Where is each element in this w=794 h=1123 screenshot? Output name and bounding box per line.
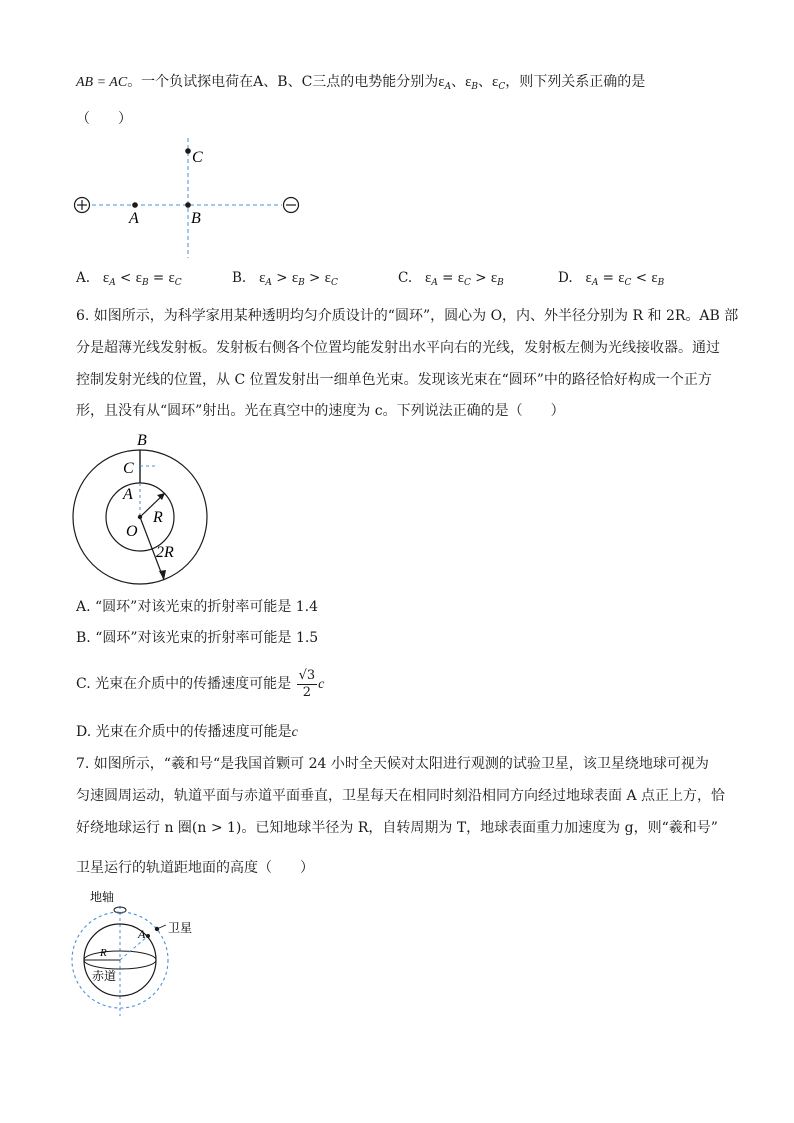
point-c-dot <box>185 148 191 154</box>
label-b: B <box>137 432 147 449</box>
q5-stem <box>76 72 645 97</box>
eps-c: ε <box>492 74 499 90</box>
label-o: O <box>126 523 138 540</box>
q5-field-diagram <box>70 138 310 268</box>
q7-earth-diagram <box>70 888 210 1018</box>
eps-a: ε <box>438 74 445 90</box>
label-b: B <box>191 210 201 227</box>
point-a-dot <box>132 202 138 208</box>
q7-stem-line3: 好绕地球运行 n 圈(n > 1)。已知地球半径为 R，自转周期为 T，地球表面重力加速度为 g，则“羲和号” <box>76 820 718 836</box>
q6-ring-diagram <box>70 430 230 590</box>
eps-a-sub: A <box>444 82 452 92</box>
q5-answer-blank: （ ） <box>76 111 132 127</box>
satellite-label: 卫星 <box>168 921 193 935</box>
q6-stem-line2: 分是超薄光线发射板。发射板右侧各个位置均能发射出水平向右的光线，发射板左侧为光线接收器。通过 <box>76 340 720 356</box>
label-c: C <box>192 149 203 166</box>
q6-option-a[interactable]: A. “圆环”对该光束的折射率可能是 1.4 <box>76 599 319 615</box>
sep2: 、 <box>478 74 493 90</box>
q7-stem-line1: 7. 如图所示，“羲和号“是我国首颗可 24 小时全天候对太阳进行观测的试验卫星，该卫星绕地球可视为 <box>76 756 709 772</box>
sep1: 、 <box>451 74 466 90</box>
q5-option-b[interactable]: B. $\varepsilon_A > \varepsilon_B > \varepsilon_C$ <box>232 270 338 288</box>
q5-option-a[interactable]: A. $\varepsilon_A < \varepsilon_B = \varepsilon_C$ <box>76 270 182 288</box>
label-a: A <box>129 210 139 227</box>
label-r: R <box>100 947 107 959</box>
q6-stem-line3: 控制发射光线的位置，从 C 位置发射出一细单色光束。发现该光束在“圆环”中的路径恰好构成一个正方 <box>76 372 712 388</box>
label-2r: 2R <box>156 544 174 561</box>
eps-b: ε <box>465 74 472 90</box>
equator-label: 赤道 <box>92 969 117 983</box>
q5-option-d[interactable]: D. $\varepsilon_A = \varepsilon_C < \varepsilon_B$ <box>558 270 665 288</box>
q7-stem-line4: 卫星运行的轨道距地面的高度（ ） <box>76 860 314 876</box>
q5-option-c[interactable]: C. $\varepsilon_A = \varepsilon_C > \varepsilon_B$ <box>398 270 504 288</box>
q5-stem-tail: ，则下列关系正确的是 <box>505 74 646 90</box>
q6-option-c[interactable]: C. 光束在介质中的传播速度可能是 $\frac{√3}{2}$ c <box>76 667 325 700</box>
q6-stem-line1: 6. 如图所示，为科学家用某种透明均匀介质设计的“圆环”，圆心为 O，内、外半径分别为 R 和 2R。AB 部 <box>76 308 739 324</box>
axis-label: 地轴 <box>90 890 115 904</box>
label-c: C <box>123 460 134 477</box>
label-a: A <box>123 486 133 503</box>
eps-c-sub: C <box>498 82 506 92</box>
q5-stem-equation: AB = AC <box>76 75 128 90</box>
q5-stem-text: 。一个负试探电荷在A、B、C三点的电势能分别为 <box>127 74 439 90</box>
label-r: R <box>153 509 163 526</box>
point-a-dot <box>146 934 150 938</box>
point-b-dot <box>185 202 191 208</box>
q6-option-b[interactable]: B. “圆环”对该光束的折射率可能是 1.5 <box>76 630 319 646</box>
q7-stem-line2: 匀速圆周运动，轨道平面与赤道平面垂直，卫星每天在相同时刻沿相同方向经过地球表面 A 点正上方，恰 <box>76 788 726 804</box>
label-a: A <box>138 927 146 941</box>
satellite-dot <box>155 927 159 931</box>
q6-option-d[interactable]: D. 光束在介质中的传播速度可能是c <box>76 724 298 740</box>
fraction: $\frac{√3}{2}$ <box>298 667 316 700</box>
q6-stem-line4: 形，且没有从“圆环”射出。光在真空中的速度为 c。下列说法正确的是（ ） <box>76 403 565 419</box>
eps-b-sub: B <box>471 82 479 92</box>
